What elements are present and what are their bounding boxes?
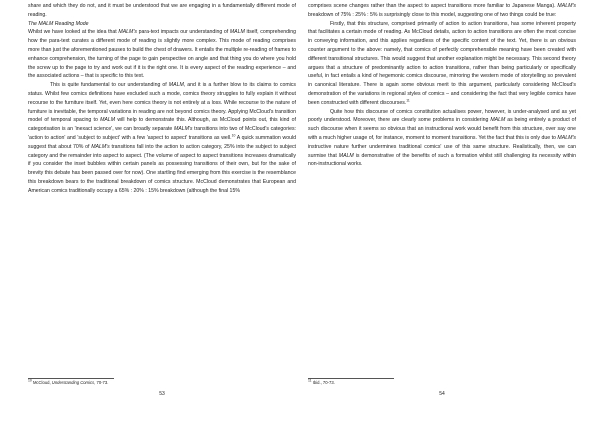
- footnote-divider: [308, 378, 394, 379]
- text-run: , and it is a further blow to its claims to comics status. Whilst few comics definitions have excluded such a mode, comics theory struggles to fully explain it without recourse to the furniture itself. Yet, even here comics theory is not entirely at a loss. While recourse to the nature of furniture is inevitable, the temporal variations in reading are not beyond comics theory. Applying McCloud's transition model of temporal spacing to: [28, 82, 296, 124]
- italic-title: MALM: [168, 82, 184, 89]
- italic-title: MALM's: [557, 3, 576, 9]
- text-run: This is quite fundamental to our understanding of: [50, 82, 169, 89]
- italic-title: MALM: [490, 117, 506, 124]
- right-page: [308, 0, 576, 424]
- italic-title: MALM's: [173, 126, 193, 133]
- text-run: is demonstrative of the benefits of such a formation whilst still challenging its necessity within non-instructional works.: [308, 152, 576, 168]
- footnote-italic: Understanding Comics: [51, 380, 95, 385]
- italic-title: MALM: [338, 152, 354, 159]
- right-paragraph-1: [308, 20, 576, 108]
- text-run: transitions into two of McCloud's categories: 'action to action' and 'subject to subject' with a few 'aspect to aspect' transitions as well.: [28, 126, 296, 141]
- text-run: Quite how this discourse of comics constitution actualises power, however, is under-analysed and as yet poorly understood. Moreover, there are clearly some problems in considering: [308, 108, 576, 124]
- footnote-number: 11: [308, 378, 312, 383]
- footnote-text: Ibid., 70-73.: [311, 380, 335, 385]
- left-paragraph-1: [28, 28, 296, 81]
- text-run: as being entirely a product of such discourse when it seems so obvious that an instructional work would benefit from this structure, over say one with a much higher usage of, for instance, moment to moment transitions. Yet the fact that this is only due to: [308, 117, 577, 141]
- left-paragraph-0: share and which they do not, and it must be understood that we are engaging in a fundamentally different mode of reading.: [28, 3, 296, 18]
- right-paragraph-2: [308, 108, 576, 170]
- left-footnote: [28, 380, 296, 386]
- text-run: Firstly, that this structure, comprised primarily of action to action transitions, has some inherent property that facilitates a certain mode of reading. As McCloud details, action to action transitions are often the most concise in conveying information, and this applies regardless of the specific content of the text. Yet, there is an obvious counter argument to the above: namely, that comics of perfectly comprehensible meaning have been created with different transitional structures. This would suggest that another explanation might be necessary. This second theory argues that a structure of predominantly action to action transitions, rather than being particularly or specifically useful, in fact entails a kind of hegemonic comics discourse, mirroring the western mode of storytelling so prevalent in canonical literature. There is again some obvious merit to this argument, particularly considering McCloud's demonstration of the variations in regional styles of comics – and considering the fact that very legible comics have been constructed with different discourses.: [308, 20, 576, 106]
- right-page-number: 54: [439, 391, 445, 397]
- text-run: instructive nature further undermines traditional comics' use of this same structure. Realistically, then, we can surmise that: [308, 143, 576, 159]
- footnote-divider: [28, 378, 114, 379]
- section-heading: The MALM Reading Mode: [28, 20, 89, 27]
- footnote-text: McCloud,: [31, 380, 52, 385]
- text-run: will help to demonstrate this. Although, as McCloud points out, this kind of categorisation is an 'inexact science', we can broadly separate: [28, 117, 296, 133]
- italic-title: MALM's: [91, 143, 110, 150]
- text-run: para-text impacts our understanding of: [136, 29, 230, 36]
- text-run: A quick summation would suggest that about 70% of: [28, 134, 296, 150]
- text-run: transitions fall into the action to action category, 25% into the subject to subject category and the remainder into aspect to aspect. (The volume of aspect to aspect transitions increases dramatically if you consider the inset bubbles within certain panels as possessing transitions of their own, but for the sake of brevity this debate has been passed over for now). One startling find emerging from this exercise is the resemblance this breakdown bears to the traditional breakdown of comics structure. McCloud demonstrates that European and American comics traditionally occupy a 65% : 20% : 15% breakdown (although the final 15%: [28, 143, 296, 194]
- text-run: comprises scene changes rather than the aspect to aspect transitions more familiar to Japanese Manga).: [308, 3, 558, 9]
- italic-title: MALM: [100, 117, 116, 124]
- footnote-number: 10: [28, 378, 32, 383]
- right-page-body: [308, 2, 576, 169]
- left-page: [28, 0, 296, 424]
- left-page-body: [28, 2, 296, 196]
- footnote-text: , 70-73.: [94, 380, 109, 385]
- left-page-number: 53: [159, 391, 165, 397]
- footnote-marker: 11: [406, 98, 410, 103]
- text-run: itself, comprehending how the para-text curates a different mode of reading is slightly more complex. This mode of reading comprises more than just the aforementioned pauses to build the chest of drawers. It entails the multiple re-reading of frames to enhance comprehension, the turning of the page to gain perspective on angle and that thing you do where you hold the screw up to the page to try and work out if it is the right one. It is every aspect of the reading experience – and the associated actions – that is specific to this text.: [28, 29, 296, 80]
- italic-title: MALM: [229, 29, 245, 36]
- footnote-marker: 10: [231, 133, 236, 138]
- text-run: breakdown of 75% : 25% : 5% is surprisingly close to this model, suggesting one of two things could be true:: [308, 11, 557, 18]
- text-run: Whilst we have looked at the idea that: [28, 29, 119, 36]
- right-paragraph-0: [308, 2, 576, 20]
- italic-title: MALM's: [557, 134, 576, 141]
- right-footnote: [308, 380, 576, 386]
- italic-title: MALM's: [118, 29, 137, 36]
- left-paragraph-2: [28, 81, 296, 195]
